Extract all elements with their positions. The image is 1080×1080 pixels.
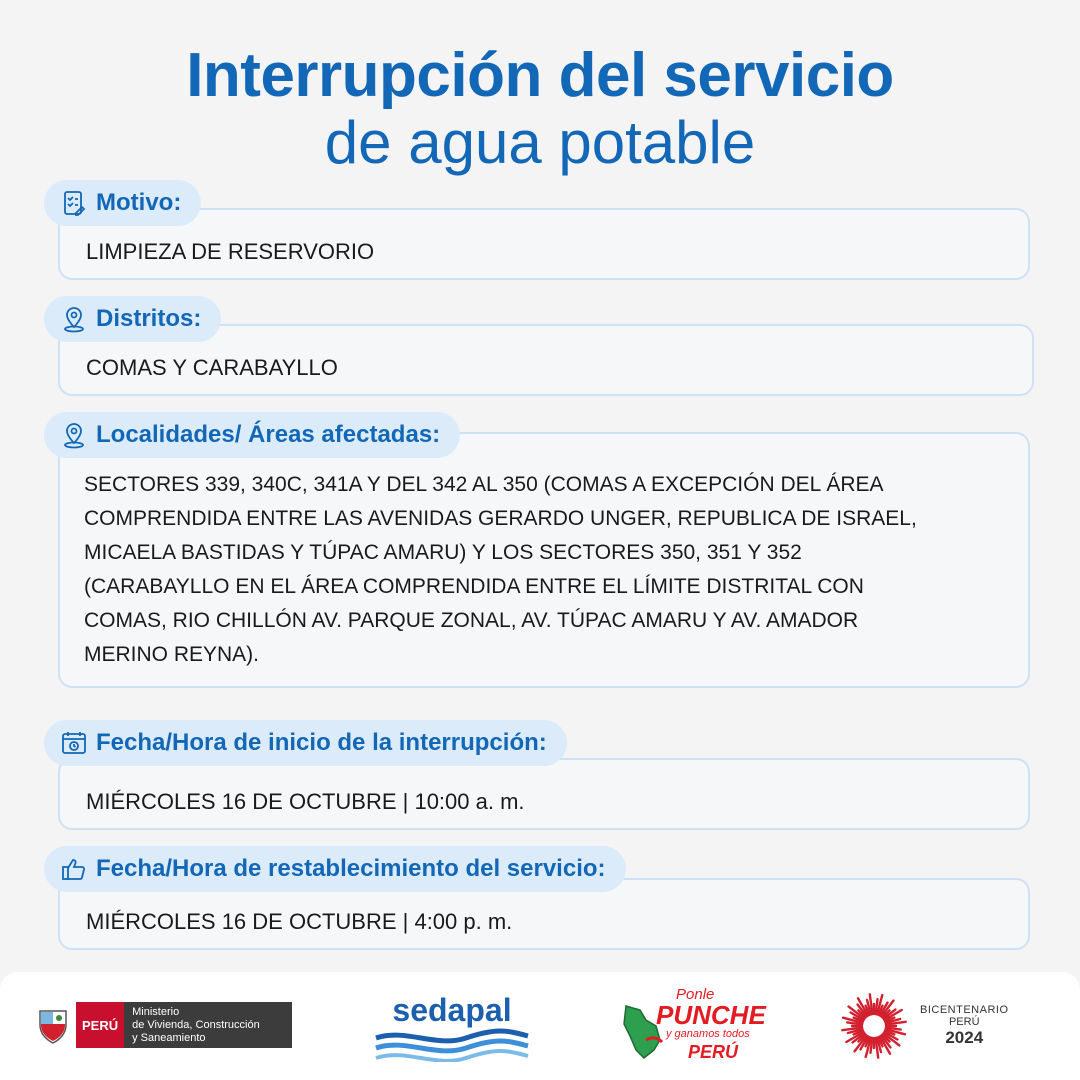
- sedapal-wordmark: sedapal: [392, 992, 512, 1028]
- distritos-label-pill: [44, 296, 221, 342]
- footer-logos: [0, 972, 1080, 1080]
- title-line-2: de agua potable: [324, 109, 756, 176]
- location-pin-icon: [60, 305, 88, 333]
- inicio-label: Fecha/Hora de inicio de la interrupción:: [96, 729, 547, 756]
- motivo-label: Motivo:: [96, 189, 182, 216]
- localidades-line: COMAS, RIO CHILLÓN AV. PARQUE ZONAL, AV. TÚPAC AMARU Y AV. AMADOR: [84, 609, 859, 632]
- restablecimiento-label: Fecha/Hora de restablecimiento del servicio:: [96, 855, 606, 882]
- localidades-line: (CARABAYLLO EN EL ÁREA COMPRENDIDA ENTRE EL LÍMITE DISTRITAL CON: [84, 575, 864, 598]
- motivo-value: LIMPIEZA DE RESERVORIO: [86, 239, 375, 264]
- localidades-label-pill: [44, 412, 460, 458]
- title-line-1: Interrupción del servicio: [186, 41, 894, 110]
- motivo-label-pill: [44, 180, 201, 226]
- checklist-icon: [60, 189, 88, 217]
- localidades-line: MICAELA BASTIDAS Y TÚPAC AMARU) Y LOS SECTORES 350, 351 Y 352: [84, 541, 802, 564]
- sedapal-logo: [372, 992, 532, 1062]
- localidades-label: Localidades/ Áreas afectadas:: [96, 421, 441, 448]
- inicio-box: [58, 758, 1030, 830]
- localidades-line: COMPRENDIDA ENTRE LAS AVENIDAS GERARDO UNGER, REPUBLICA DE ISRAEL,: [84, 507, 917, 530]
- restablecimiento-value: MIÉRCOLES 16 DE OCTUBRE | 4:00 p. m.: [86, 909, 513, 934]
- ministerio-name: Ministerio de Vivienda, Construcción y Saneamiento: [124, 1002, 292, 1048]
- localidades-box: [58, 432, 1030, 688]
- distritos-value: COMAS Y CARABAYLLO: [86, 355, 338, 380]
- localidades-line: MERINO REYNA).: [84, 643, 260, 666]
- localidades-line: SECTORES 339, 340C, 341A Y DEL 342 AL 350 (COMAS A EXCEPCIÓN DEL ÁREA: [84, 473, 884, 496]
- peru-coat-of-arms-icon: [36, 1005, 70, 1045]
- motivo-box: [58, 208, 1030, 280]
- restablecimiento-label-pill: [44, 846, 626, 892]
- location-pin-icon: [60, 421, 88, 449]
- thumbs-up-icon: [60, 855, 88, 883]
- peru-label: PERÚ: [76, 1002, 124, 1048]
- inicio-value: MIÉRCOLES 16 DE OCTUBRE | 10:00 a. m.: [86, 789, 525, 814]
- ponle-punche-logo: Ponle PUNCHE y ganamos todos PERÚ: [614, 986, 754, 1070]
- bicentenario-logo: BICENTENARIO PERÚ 2024: [838, 990, 1009, 1062]
- ministerio-logo: [36, 1002, 292, 1048]
- inicio-label-pill: [44, 720, 567, 766]
- calendar-clock-icon: [60, 729, 88, 757]
- bicentenario-burst-icon: [838, 990, 910, 1062]
- distritos-label: Distritos:: [96, 305, 202, 332]
- water-waves-icon: [372, 1028, 532, 1062]
